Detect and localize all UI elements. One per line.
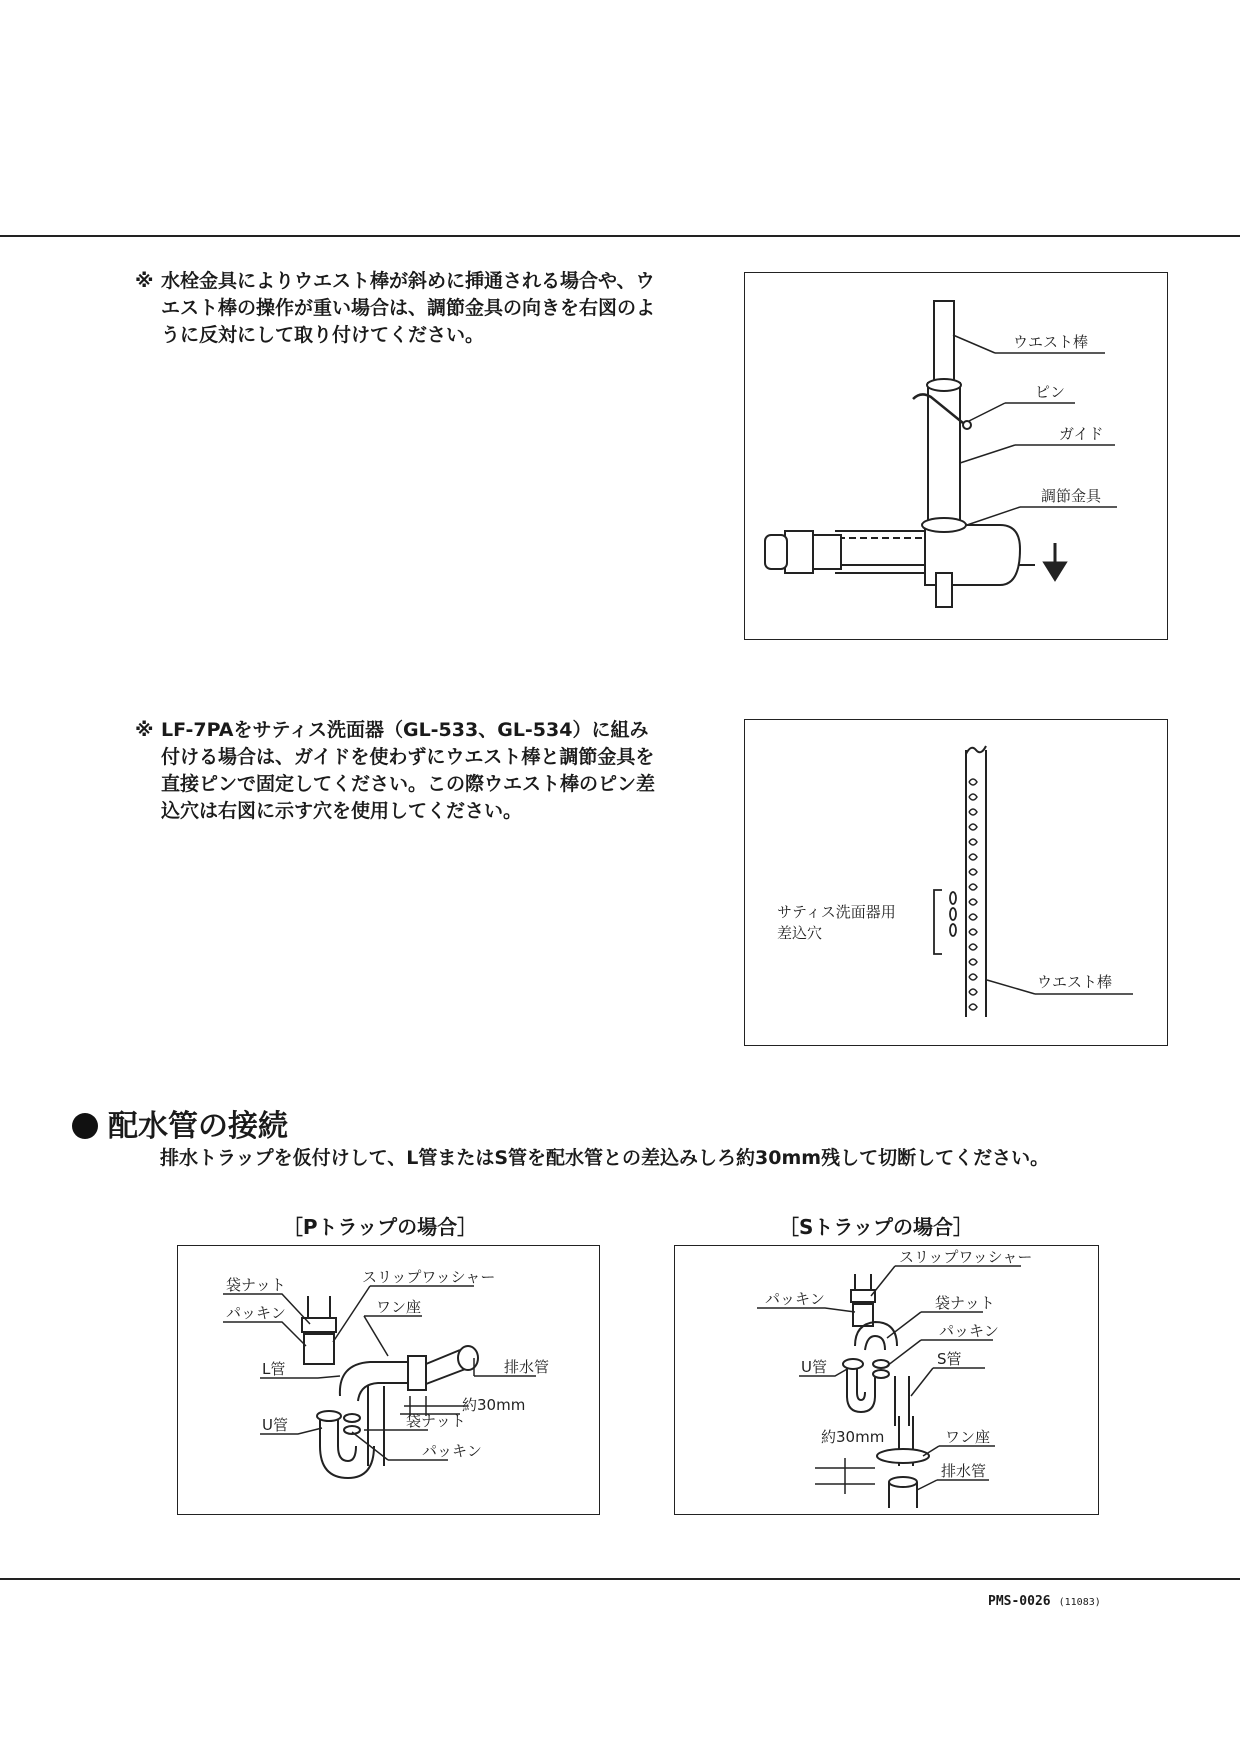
label-wanza: ワン座 [945, 1428, 991, 1446]
note-line: 付ける場合は、ガイドを使わずにウエスト棒と調節金具を [161, 746, 655, 768]
section-heading [72, 1101, 288, 1145]
strap-caption: ［Sトラップの場合］ [778, 1215, 973, 1239]
note-satis-basin [135, 717, 725, 825]
label-slip-washer: スリップワッシャー [899, 1248, 1033, 1266]
label-guide: ガイド [1059, 425, 1104, 443]
section-description: 排水トラップを仮付けして、L管またはS管を配水管との差込みしろ約30mm残して切断してください。 [160, 1147, 1050, 1169]
label-packing-top: パッキン [226, 1304, 286, 1322]
pin-hole [969, 839, 977, 845]
label-l-pipe: L管 [262, 1360, 286, 1378]
label-packing-left: パッキン [765, 1290, 825, 1308]
label-packing-bottom: パッキン [422, 1442, 482, 1460]
note-line: 水栓金具によりウエスト棒が斜めに挿通される場合や、ウ [161, 270, 655, 292]
label-satis-hole: サティス洗面器用 [777, 903, 896, 921]
pin-hole [969, 1004, 977, 1010]
note-mark: ※ [135, 270, 154, 292]
label-approx-30mm: 約30mm [821, 1428, 885, 1446]
note-line: エスト棒の操作が重い場合は、調節金具の向きを右図のよ [161, 297, 656, 319]
label-packing-right: パッキン [939, 1322, 999, 1340]
note-line: 込穴は右図に示す穴を使用してください。 [161, 800, 523, 822]
figure-ptrap [177, 1245, 600, 1515]
label-slip-washer: スリップワッシャー [362, 1268, 496, 1286]
strap-diagram [675, 1246, 1100, 1516]
top-rule [0, 235, 1240, 237]
satis-pin-hole [950, 924, 956, 936]
label-drain-pipe: 排水管 [504, 1358, 550, 1376]
label-pin: ピン [1035, 383, 1066, 401]
pin-hole [969, 899, 977, 905]
note-adjuster-orientation [135, 268, 725, 349]
pin-hole [969, 854, 977, 860]
pin-hole [969, 824, 977, 830]
ptrap-diagram [178, 1246, 601, 1516]
bullet-dot-icon [72, 1113, 98, 1139]
pin-hole [969, 809, 977, 815]
label-wanza: ワン座 [376, 1298, 422, 1316]
label-approx-30mm: 約30mm [462, 1396, 526, 1414]
pin-hole [969, 884, 977, 890]
label-s-pipe: S管 [937, 1350, 962, 1368]
label-u-pipe: U管 [801, 1358, 827, 1376]
ptrap-caption: ［Pトラップの場合］ [282, 1215, 478, 1239]
document-code [988, 1594, 1101, 1609]
adjuster-diagram [745, 273, 1169, 641]
section-title: 配水管の接続 [108, 1109, 288, 1144]
label-fukuro-nut-top: 袋ナット [226, 1276, 286, 1294]
fitting-nut [785, 531, 813, 573]
figure-pin-holes [744, 719, 1168, 1046]
label-u-pipe: U管 [262, 1416, 288, 1434]
pin-hole [969, 869, 977, 875]
pin-holes [950, 779, 977, 1010]
label-drain-pipe: 排水管 [941, 1462, 987, 1480]
note-line: 直接ピンで固定してください。この際ウエスト棒のピン差 [161, 773, 656, 795]
satis-pin-hole [950, 908, 956, 920]
label-adjuster: 調節金具 [1041, 487, 1102, 505]
pin-hole-diagram [745, 720, 1169, 1047]
label-waist-rod: ウエスト棒 [1037, 973, 1113, 991]
footer-sub: (11083) [1058, 1597, 1101, 1608]
label-insert-hole: 差込穴 [777, 924, 823, 942]
label-fukuro-nut-bottom: 袋ナット [406, 1412, 466, 1430]
footer-code: PMS-0026 [988, 1594, 1051, 1609]
bottom-rule [0, 1578, 1240, 1580]
pin-hole [969, 794, 977, 800]
figure-strap [674, 1245, 1099, 1515]
figure-adjuster-reversed [744, 272, 1168, 640]
pin-hole [969, 914, 977, 920]
arrow-down-icon [1045, 543, 1065, 579]
pin-hole [969, 989, 977, 995]
guide [928, 383, 960, 533]
note-mark: ※ [135, 719, 154, 741]
label-fukuro-nut: 袋ナット [935, 1294, 995, 1312]
pin-hole [969, 974, 977, 980]
label-waist-rod: ウエスト棒 [1013, 333, 1089, 351]
satis-pin-hole [950, 892, 956, 904]
note-line: うに反対にして取り付けてください。 [161, 324, 485, 346]
pin-hole [969, 959, 977, 965]
note-line: LF-7PAをサティス洗面器（GL-533、GL-534）に組み [161, 719, 649, 741]
pin-hole [969, 929, 977, 935]
pin-hole [969, 779, 977, 785]
pin-hole [969, 944, 977, 950]
